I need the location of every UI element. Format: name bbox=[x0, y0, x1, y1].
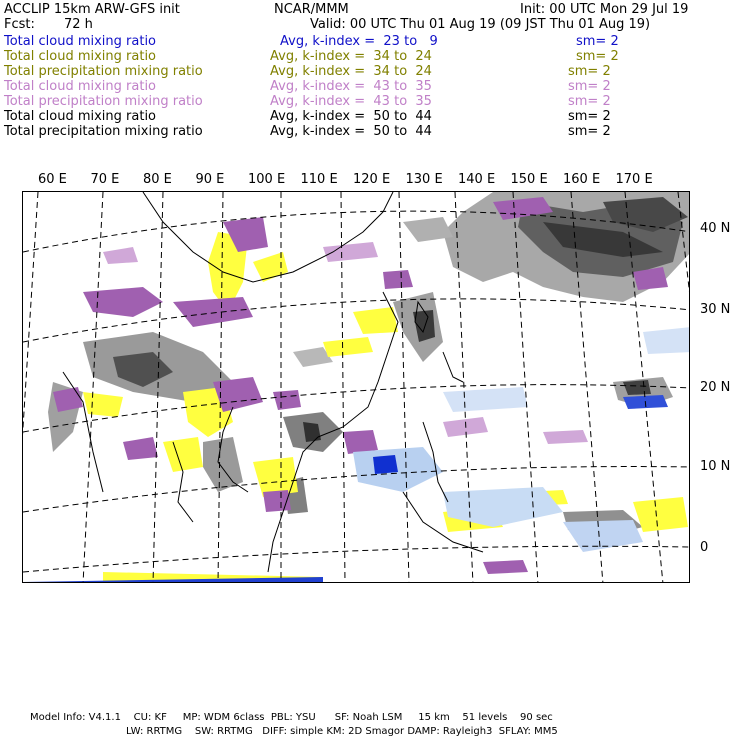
longitude-label: 140 E bbox=[458, 172, 496, 187]
legend-avg-range: Avg, k-index = 50 to 44 bbox=[270, 124, 432, 139]
legend-field-name: Total precipitation mixing ratio bbox=[4, 94, 203, 109]
organization: NCAR/MMM bbox=[274, 2, 349, 17]
model-info-line2: LW: RRTMG SW: RRTMG DIFF: simple KM: 2D Smagor DAMP: Rayleigh3 SFLAY: MM5 bbox=[126, 726, 558, 737]
longitude-label: 120 E bbox=[353, 172, 391, 187]
legend-field-name: Total cloud mixing ratio bbox=[4, 49, 157, 64]
longitude-label: 130 E bbox=[405, 172, 443, 187]
model-info-line1: Model Info: V4.1.1 CU: KF MP: WDM 6class PBL: YSU SF: Noah LSM 15 km 51 levels 90 sec bbox=[30, 712, 553, 723]
longitude-label: 110 E bbox=[300, 172, 338, 187]
legend-field-name: Total cloud mixing ratio bbox=[4, 34, 157, 49]
legend-field-name: Total precipitation mixing ratio bbox=[4, 124, 203, 139]
legend-avg-range: Avg, k-index = 34 to 24 bbox=[270, 64, 432, 79]
legend-avg-range: Avg, k-index = 50 to 44 bbox=[270, 109, 432, 124]
longitude-label: 100 E bbox=[248, 172, 286, 187]
legend-avg-range: Avg, k-index = 34 to 24 bbox=[270, 49, 432, 64]
legend-smoothing: sm= 2 bbox=[568, 94, 611, 109]
latitude-label: 10 N bbox=[700, 459, 731, 474]
map-canvas bbox=[23, 192, 690, 583]
longitude-label: 80 E bbox=[143, 172, 172, 187]
model-title: ACCLIP 15km ARW-GFS init bbox=[4, 2, 180, 17]
latitude-label: 30 N bbox=[700, 302, 731, 317]
legend-smoothing: sm= 2 bbox=[576, 49, 619, 64]
longitude-label: 60 E bbox=[38, 172, 67, 187]
longitude-label: 150 E bbox=[510, 172, 548, 187]
longitude-label: 70 E bbox=[90, 172, 120, 187]
legend-smoothing: sm= 2 bbox=[568, 124, 611, 139]
legend-avg-range: Avg, k-index = 23 to 9 bbox=[280, 34, 438, 49]
longitude-label: 160 E bbox=[563, 172, 601, 187]
latitude-label: 40 N bbox=[700, 221, 731, 236]
legend-field-name: Total precipitation mixing ratio bbox=[4, 64, 203, 79]
valid-time: Valid: 00 UTC Thu 01 Aug 19 (09 JST Thu 01 Aug 19) bbox=[310, 17, 651, 32]
legend-smoothing: sm= 2 bbox=[576, 34, 619, 49]
forecast-map bbox=[22, 191, 690, 583]
latitude-label: 20 N bbox=[700, 380, 731, 395]
legend-avg-range: Avg, k-index = 43 to 35 bbox=[270, 94, 432, 109]
legend-avg-range: Avg, k-index = 43 to 35 bbox=[270, 79, 432, 94]
legend-smoothing: sm= 2 bbox=[568, 64, 611, 79]
longitude-label: 90 E bbox=[195, 172, 225, 187]
init-time: Init: 00 UTC Mon 29 Jul 19 bbox=[520, 2, 689, 17]
forecast-hour: 72 h bbox=[64, 17, 93, 32]
legend-field-name: Total cloud mixing ratio bbox=[4, 109, 157, 124]
forecast-label: Fcst: bbox=[4, 17, 35, 32]
latitude-label: 0 bbox=[700, 540, 709, 555]
legend-smoothing: sm= 2 bbox=[568, 109, 611, 124]
legend-field-name: Total cloud mixing ratio bbox=[4, 79, 157, 94]
legend-smoothing: sm= 2 bbox=[568, 79, 611, 94]
longitude-label: 170 E bbox=[615, 172, 653, 187]
